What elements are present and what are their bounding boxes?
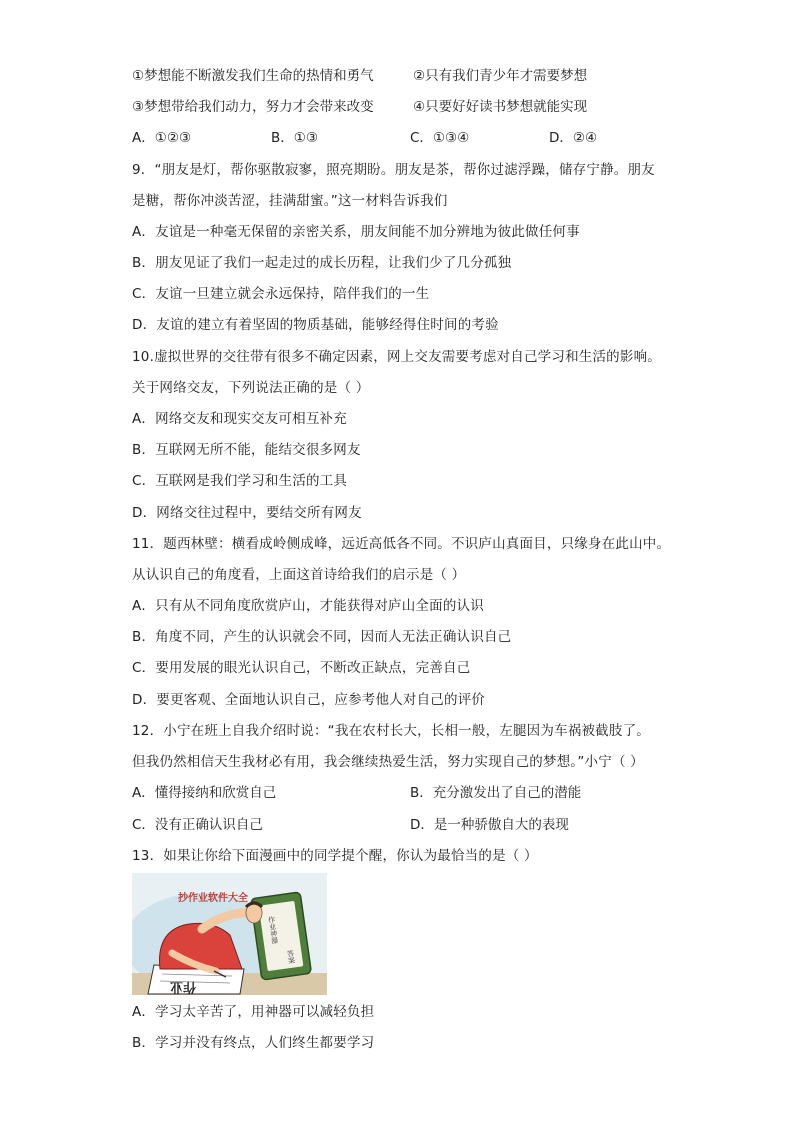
q8-statement-1: ①梦想能不断激发我们生命的热情和勇气: [132, 68, 374, 84]
q10-stem-line2: 关于网络交友，下列说法正确的是（ ）: [132, 380, 370, 396]
q10-option-a[interactable]: A．网络交友和现实交友可相互补充: [132, 411, 347, 427]
q10-stem-line1: 10.虚拟世界的交往带有很多不确定因素，网上交友需要考虑对自己学习和生活的影响。: [132, 349, 661, 365]
q8-option-a[interactable]: A．①②③: [132, 130, 192, 146]
q9-option-c[interactable]: C．友谊一旦建立就会永远保持，陪伴我们的一生: [132, 286, 430, 302]
cartoon-illustration: [132, 873, 327, 995]
cartoon-banner-text: 抄作业软件大全: [178, 893, 248, 904]
q11-option-d[interactable]: D．要更客观、全面地认识自己，应参考他人对自己的评价: [132, 692, 486, 708]
cartoon-device-subtext: 答案: [286, 949, 296, 965]
q8-statement-2: ②只有我们青少年才需要梦想: [413, 68, 588, 84]
q12-stem-line1: 12．小宁在班上自我介绍时说：“我在农村长大，长相一般，左腿因为车祸被截肢了。: [132, 723, 650, 739]
q8-option-c[interactable]: C．①③④: [410, 130, 470, 146]
q9-option-a[interactable]: A．友谊是一种毫无保留的亲密关系，朋友间能不加分辨地为彼此做任何事: [132, 224, 580, 240]
q12-option-c[interactable]: C．没有正确认识自己: [132, 817, 263, 833]
q9-option-d[interactable]: D．友谊的建立有着坚固的物质基础，能够经得住时间的考验: [132, 317, 499, 333]
q11-option-b[interactable]: B．角度不同，产生的认识就会不同，因而人无法正确认识自己: [132, 629, 512, 645]
q12-option-a[interactable]: A．懂得接纳和欣赏自己: [132, 785, 277, 801]
q8-option-b[interactable]: B．①③: [271, 130, 318, 146]
q12-option-b[interactable]: B．充分激发出了自己的潜能: [410, 785, 582, 801]
q12-stem-line2: 但我仍然相信天生我材必有用，我会继续热爱生活，努力实现自己的梦想。”小宁（ ）: [132, 754, 644, 770]
homework-app-cartoon: [132, 873, 327, 995]
q10-option-c[interactable]: C．互联网是我们学习和生活的工具: [132, 473, 348, 489]
q13-option-b[interactable]: B．学习并没有终点，人们终生都要学习: [132, 1035, 375, 1051]
cartoon-device-text: 作业神器: [267, 915, 280, 945]
q9-stem-line2: 是糖，帮你冲淡苦涩，挂满甜蜜。”这一材料告诉我们: [132, 193, 448, 209]
q10-option-b[interactable]: B．互联网无所不能，能结交很多网友: [132, 442, 361, 458]
q11-stem-line1: 11．题西林壁：横看成岭侧成峰，远近高低各不同。不识庐山真面目，只缘身在此山中。: [132, 536, 671, 552]
q11-option-a[interactable]: A．只有从不同角度欣赏庐山，才能获得对庐山全面的认识: [132, 598, 484, 614]
q11-stem-line2: 从认识自己的角度看，上面这首诗给我们的启示是（ ）: [132, 567, 466, 583]
q11-option-c[interactable]: C．要用发展的眼光认识自己，不断改正缺点，完善自己: [132, 660, 471, 676]
cartoon-paper-text: 作业: [169, 979, 196, 994]
q8-statement-3: ③梦想带给我们动力，努力才会带来改变: [132, 99, 374, 115]
q9-option-b[interactable]: B．朋友见证了我们一起走过的成长历程，让我们少了几分孤独: [132, 255, 512, 271]
q8-statement-4: ④只要好好读书梦想就能实现: [413, 99, 588, 115]
q9-stem-line1: 9．“朋友是灯，帮你驱散寂寥，照亮期盼。朋友是茶，帮你过滤浮躁，储存宁静。朋友: [132, 162, 655, 178]
q10-option-d[interactable]: D．网络交往过程中，要结交所有网友: [132, 505, 362, 521]
q13-option-a[interactable]: A．学习太辛苦了，用神器可以减轻负担: [132, 1004, 375, 1020]
q12-option-d[interactable]: D．是一种骄傲自大的表现: [410, 817, 569, 833]
q8-option-d[interactable]: D．②④: [549, 130, 598, 146]
q13-stem: 13．如果让你给下面漫画中的同学提个醒，你认为最恰当的是（ ）: [132, 848, 538, 864]
